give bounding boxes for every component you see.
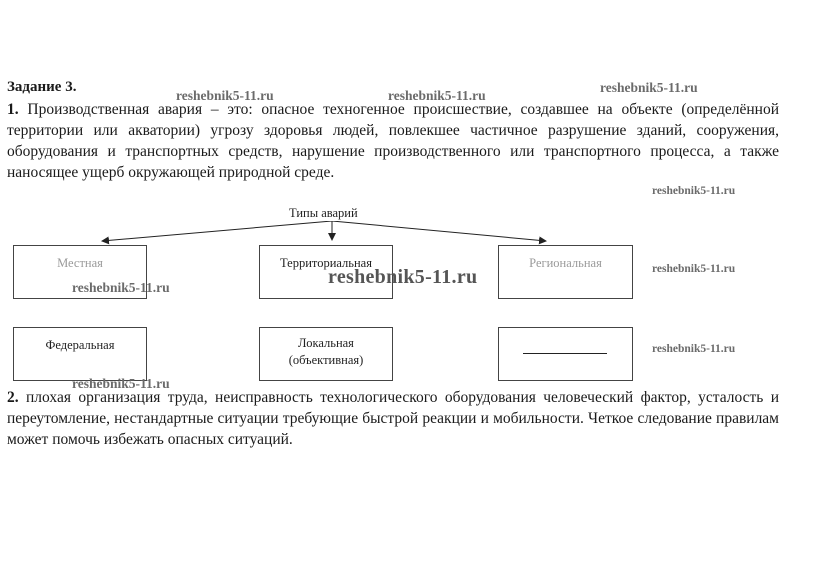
box-empty xyxy=(498,327,633,381)
paragraph-text: Производственная авария – это: опасное техногенное происшествие, создавшее на объекте (определённой территории или акватории) угрозу здоровья людей, повлекшее частичное разрушение зданий, сооружения, оборудования и транспортных средств, нарушение производственного или транспортного процесса, а также наносящее ущерб окружающей природной среде. xyxy=(7,101,779,181)
paragraph-number: 1. xyxy=(7,101,19,118)
box-label: Федеральная xyxy=(45,338,115,352)
box-local-objective xyxy=(259,327,393,381)
task-heading: Задание 3. xyxy=(7,79,77,95)
answer-blank-line xyxy=(523,353,607,354)
watermark: reshebnik5-11.ru xyxy=(652,263,736,275)
box-label: Региональная xyxy=(529,256,602,270)
box-regional xyxy=(498,245,633,299)
paragraph-text: плохая организация труда, неисправность технологического оборудования человеческий фактор, усталость и переутомление, нестандартные ситуации требующие быстрой реакции и мобильности. Четкое следование правилам может помочь избежать опасных ситуаций. xyxy=(7,389,780,448)
box-label: Местная xyxy=(57,256,103,270)
watermark: reshebnik5-11.ru xyxy=(652,185,736,197)
watermark: reshebnik5-11.ru xyxy=(72,280,170,295)
box-sublabel: (объективная) xyxy=(288,353,364,367)
watermark: reshebnik5-11.ru xyxy=(600,80,698,95)
box-label: Территориальная xyxy=(280,256,372,270)
paragraph-number: 2. xyxy=(7,389,19,406)
watermark: reshebnik5-11.ru xyxy=(72,376,170,391)
watermark: reshebnik5-11.ru xyxy=(176,88,274,103)
watermark: reshebnik5-11.ru xyxy=(652,343,736,355)
paragraph-causes xyxy=(7,387,779,450)
box-federal xyxy=(13,327,147,381)
watermark: reshebnik5-11.ru xyxy=(328,266,478,288)
watermark: reshebnik5-11.ru xyxy=(388,88,486,103)
diagram-title: Типы аварий xyxy=(289,206,358,220)
box-label: Локальная xyxy=(298,336,354,350)
